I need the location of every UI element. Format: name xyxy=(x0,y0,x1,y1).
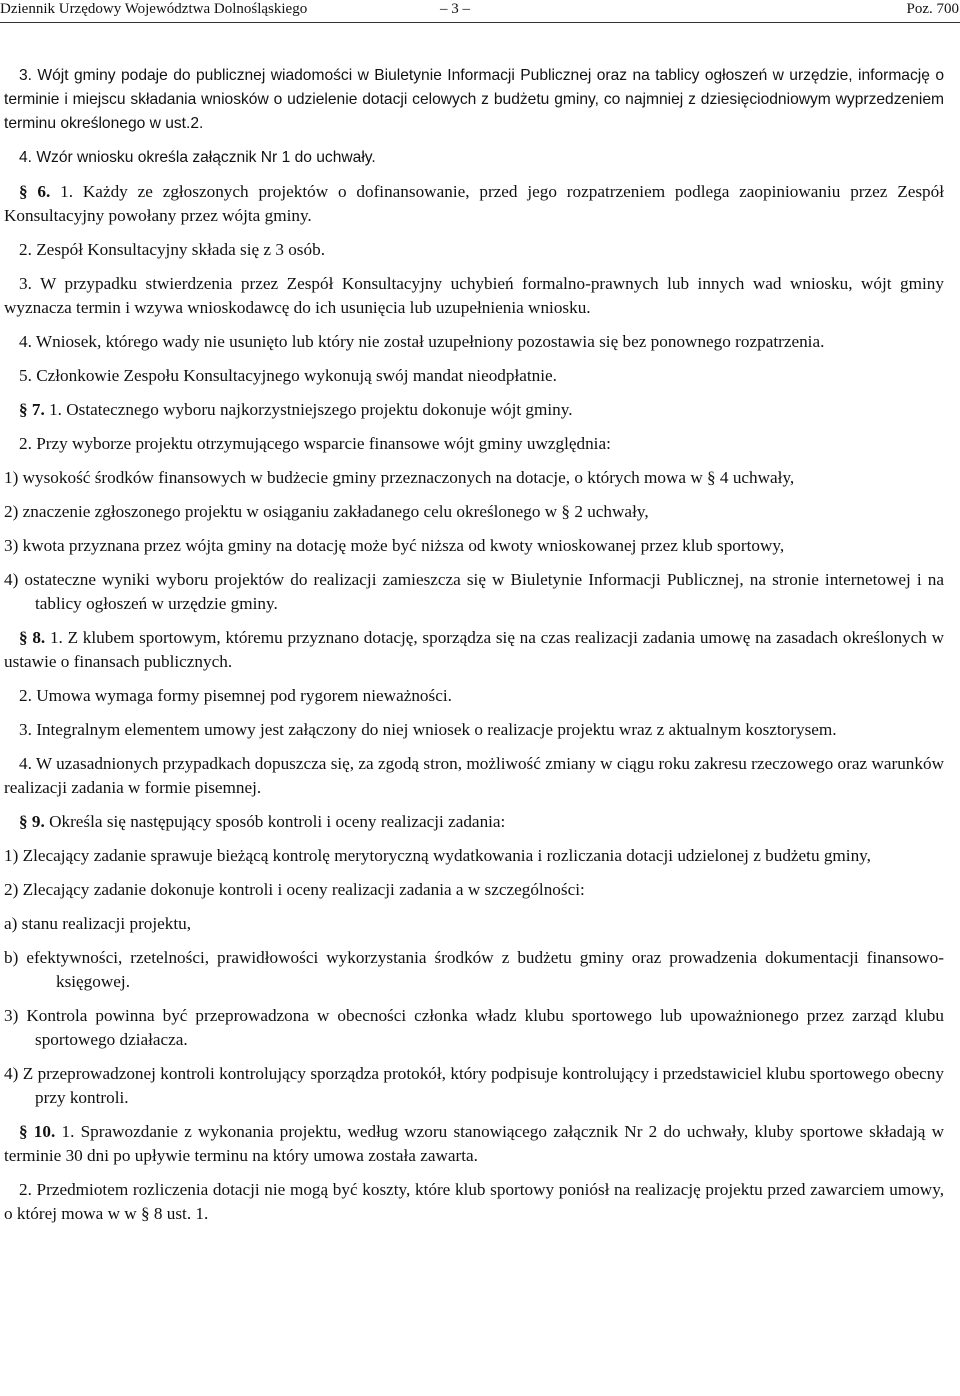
section-6-number: § 6. xyxy=(19,182,51,201)
section-10-point-2: 2. Przedmiotem rozliczenia dotacji nie mogą być koszty, które klub sportowy poniósł na realizację projektu przed zawarciem umowy, o której mowa w w § 8 ust. 1. xyxy=(4,1180,944,1223)
section-6-point-1 xyxy=(4,180,944,228)
section-6-point-2: 2. Zespół Konsultacyjny składa się z 3 osób. xyxy=(19,240,325,259)
section-7-point-1 xyxy=(4,398,944,422)
section-9-item-3: 3) Kontrola powinna być przeprowadzona w obecności członka władz klubu sportowego lub upoważnionego przez zarząd klubu sportowego działacza. xyxy=(4,1006,944,1049)
section-9-item-4: 4) Z przeprowadzonej kontroli kontrolujący sporządza protokół, który podpisuje kontrolujący i przedstawiciel klubu sportowego obecny przy kontroli. xyxy=(4,1064,944,1107)
page-number: – 3 – xyxy=(440,1,470,17)
page-header xyxy=(0,0,960,23)
section-8-point-1 xyxy=(4,626,944,674)
section-8-point-4: 4. W uzasadnionych przypadkach dopuszcza się, za zgodą stron, możliwość zmiany w ciągu roku zakresu rzeczowego oraz warunków realizacji zadania w formie pisemnej. xyxy=(4,754,944,797)
section-6-point-3: 3. W przypadku stwierdzenia przez Zespół Konsultacyjny uchybień formalno-prawnych lub innych wad wniosku, wójt gminy wyznacza termin i wzywa wnioskodawcę do ich usunięcia lub uzupełnienia wniosku. xyxy=(4,274,944,317)
section-9-item-2: 2) Zlecający zadanie dokonuje kontroli i oceny realizacji zadania a w szczególności: xyxy=(4,880,585,899)
section-9-item-2b: b) efektywności, rzetelności, prawidłowości wykorzystania środków z budżetu gminy oraz prowadzenia dokumentacji finansowo-księgowej. xyxy=(4,948,944,991)
section-7-item-3: 3) kwota przyznana przez wójta gminy na dotację może być niższa od kwoty wnioskowanej przez klub sportowy, xyxy=(4,536,785,555)
section-7-item-4: 4) ostateczne wyniki wyboru projektów do realizacji zamieszcza się w Biuletynie Informacji Publicznej, na stronie internetowej i na tablicy ogłoszeń w urzędzie gminy. xyxy=(4,570,944,613)
section-6-point-4: 4. Wniosek, którego wady nie usunięto lub który nie został uzupełniony pozostawia się bez ponownego rozpatrzenia. xyxy=(19,332,825,351)
paragraph-5-4: 4. Wzór wniosku określa załącznik Nr 1 do uchwały. xyxy=(19,149,376,166)
journal-title: Dziennik Urzędowy Województwa Dolnośląskiego xyxy=(0,1,308,17)
paragraph-5-3: 3. Wójt gminy podaje do publicznej wiadomości w Biuletynie Informacji Publicznej oraz na tablicy ogłoszeń w urzędzie, informację o terminie i miejscu składania wniosków o udzielenie dotacji celowych z budżetu gminy, co najmniej z dziesięciodniowym wyprzedzeniem terminu określonego w ust.2. xyxy=(4,67,944,132)
section-7-item-2: 2) znaczenie zgłoszonego projektu w osiąganiu zakładanego celu określonego w § 2 uchwały, xyxy=(4,502,649,521)
section-8-point-2: 2. Umowa wymaga formy pisemnej pod rygorem nieważności. xyxy=(19,686,452,705)
section-9-intro-text: Określa się następujący sposób kontroli i oceny realizacji zadania: xyxy=(49,812,506,831)
section-6-1-text: 1. Każdy ze zgłoszonych projektów o dofinansowanie, przed jego rozpatrzeniem podlega zaopiniowaniu przez Zespół Konsultacyjny powołany przez wójta gminy. xyxy=(4,182,945,225)
position-number: Poz. 700 xyxy=(906,1,959,17)
section-9-item-2a: a) stanu realizacji projektu, xyxy=(4,914,192,933)
section-9-intro xyxy=(4,810,944,834)
section-7-number: § 7. xyxy=(19,400,45,419)
section-10-point-1 xyxy=(4,1120,944,1168)
section-8-number: § 8. xyxy=(19,628,46,647)
section-8-point-3: 3. Integralnym elementem umowy jest załączony do niej wniosek o realizacje projektu wraz z aktualnym kosztorysem. xyxy=(19,720,837,739)
section-6-point-5: 5. Członkowie Zespołu Konsultacyjnego wykonują swój mandat nieodpłatnie. xyxy=(19,366,557,385)
document-body xyxy=(4,64,944,1226)
section-10-number: § 10. xyxy=(19,1122,56,1141)
section-9-item-1: 1) Zlecający zadanie sprawuje bieżącą kontrolę merytoryczną wydatkowania i rozliczania dotacji udzielonej z budżetu gminy, xyxy=(4,846,871,865)
section-9-number: § 9. xyxy=(19,812,45,831)
section-10-1-text: 1. Sprawozdanie z wykonania projektu, według wzoru stanowiącego załącznik Nr 2 do uchwały, kluby sportowe składają w terminie 30 dni po upływie terminu na który umowa została zawarta. xyxy=(4,1122,945,1165)
section-7-point-2: 2. Przy wyborze projektu otrzymującego wsparcie finansowe wójt gminy uwzględnia: xyxy=(19,434,611,453)
section-7-1-text: 1. Ostatecznego wyboru najkorzystniejszego projektu dokonuje wójt gminy. xyxy=(49,400,573,419)
section-7-item-1: 1) wysokość środków finansowych w budżecie gminy przeznaczonych na dotacje, o których mowa w § 4 uchwały, xyxy=(4,468,795,487)
section-8-1-text: 1. Z klubem sportowym, któremu przyznano dotację, sporządza się na czas realizacji zadania umowę na zasadach określonych w ustawie o finansach publicznych. xyxy=(4,628,945,671)
